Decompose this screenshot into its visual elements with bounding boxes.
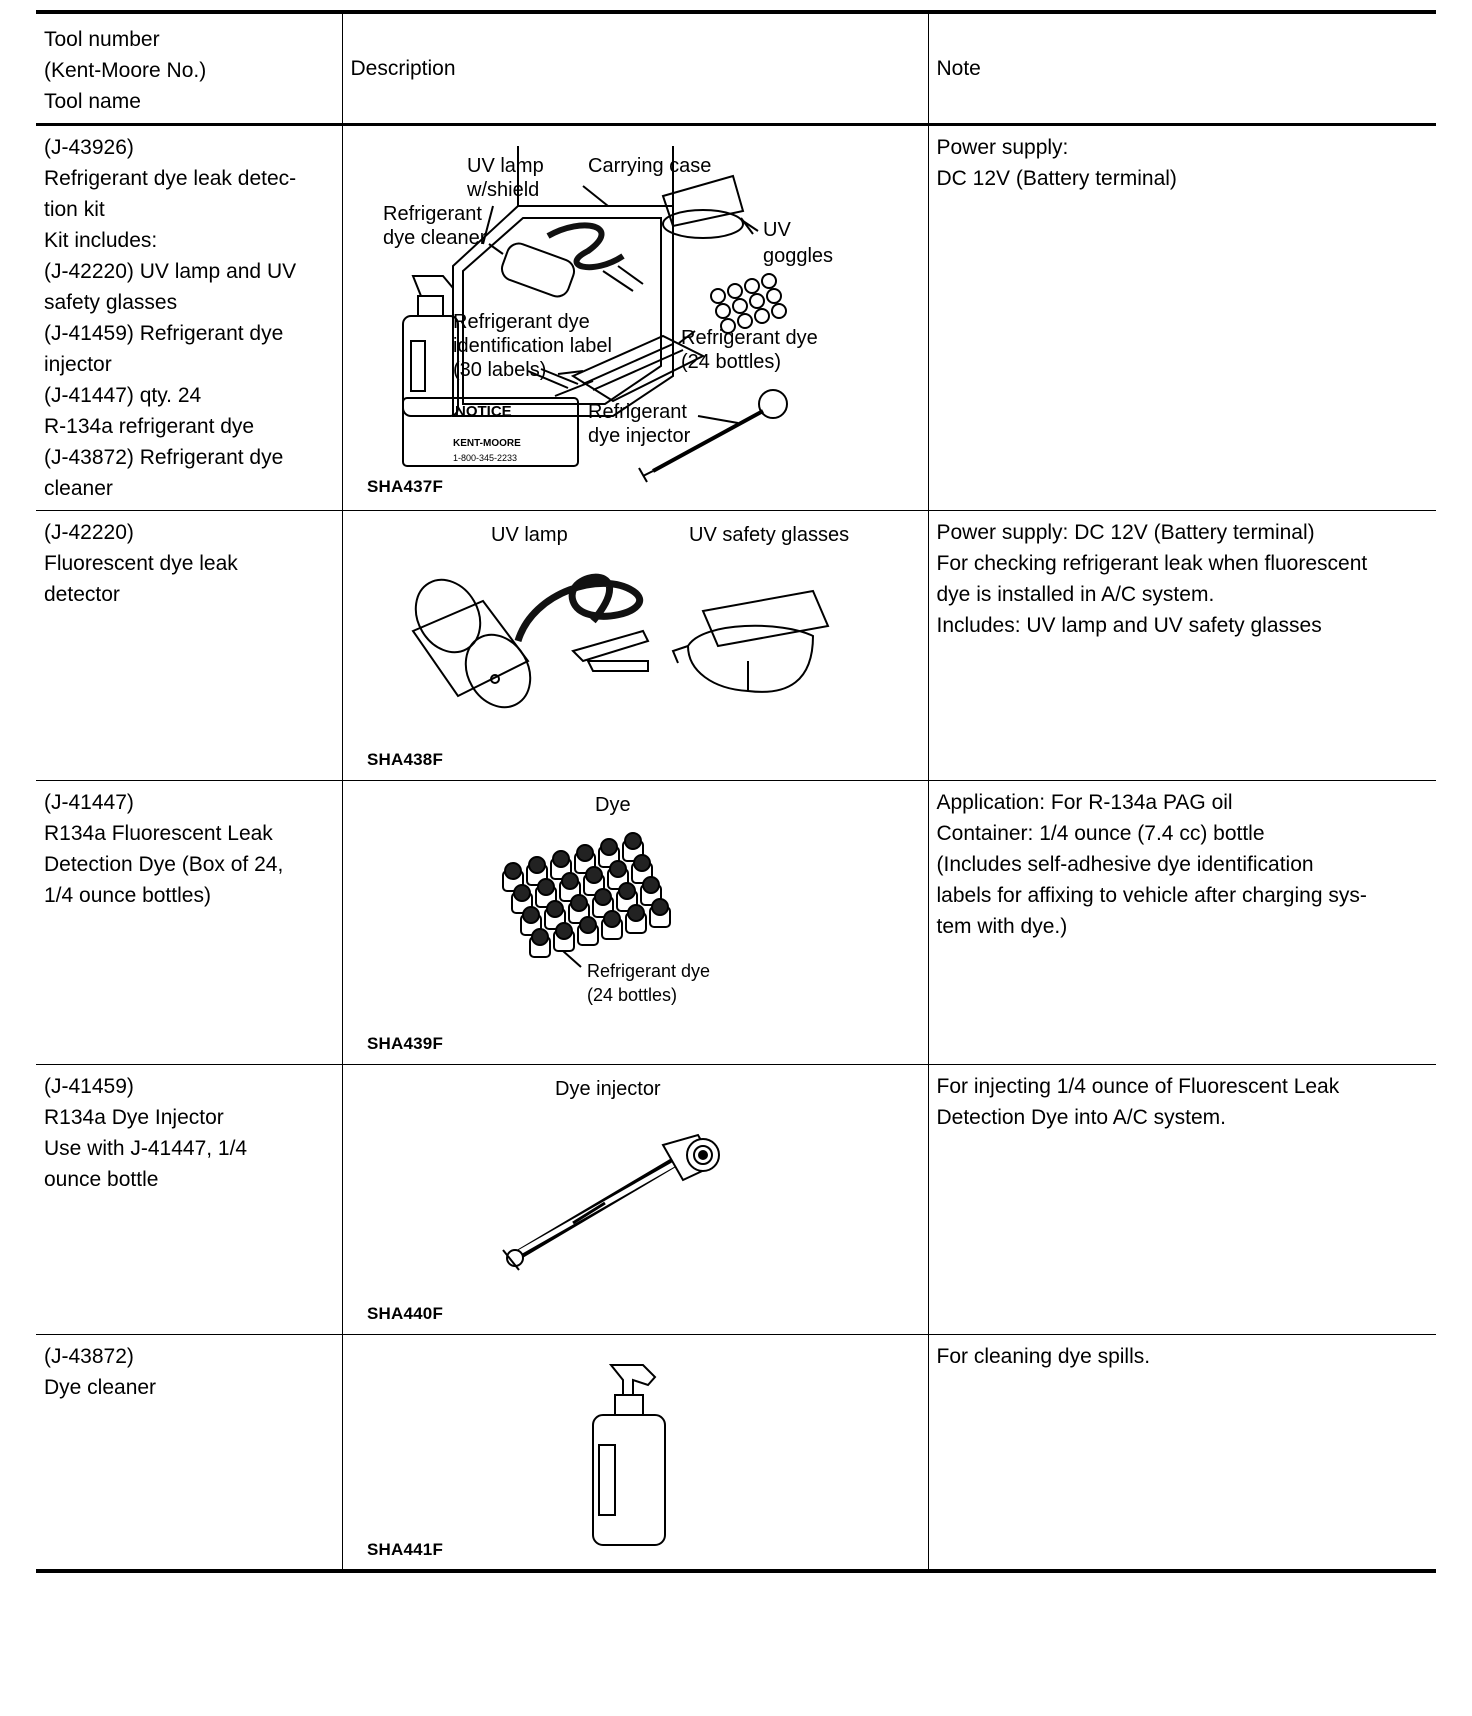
tool-line: (J-41447) (44, 791, 134, 814)
tool-line: safety glasses (44, 291, 178, 314)
tool-line: Fluorescent dye leak (44, 552, 238, 575)
kit-label: Refrigerant dye (452, 311, 590, 333)
table-row (36, 1335, 1436, 1571)
kit-label: dye cleaner (382, 227, 486, 249)
special-service-tools-table (36, 10, 1436, 1573)
note-line: Power supply: DC 12V (Battery terminal) (936, 521, 1315, 544)
notice-title: NOTICE (454, 403, 512, 420)
dye-label: Dye (594, 794, 631, 816)
dye-bottle-cap-icon (547, 901, 563, 917)
injector-label: Dye injector (554, 1078, 661, 1100)
figure-code: SHA440F (366, 1304, 443, 1323)
uv-glasses-label: UV safety glasses (688, 524, 849, 546)
note-cell (928, 125, 1436, 511)
note-line: Includes: UV lamp and UV safety glasses (936, 614, 1322, 637)
dye-cleaner-illustration (343, 1335, 929, 1567)
kit-label: (30 labels) (452, 359, 546, 381)
notice-phone: 1-800-345-2233 (452, 453, 517, 463)
tool-cell (36, 125, 342, 511)
dye-bottle-cap-icon (643, 877, 659, 893)
dye-bottle-cap-icon (604, 911, 620, 927)
dye-illustration (343, 781, 929, 1063)
tool-line: detector (44, 583, 120, 606)
tool-line: R134a Dye Injector (44, 1106, 224, 1129)
description-cell (342, 1065, 928, 1335)
dye-bottle-cap-icon (586, 867, 602, 883)
dye-injector-icon (503, 1135, 719, 1270)
description-cell (342, 1335, 928, 1571)
header-line: Tool number (44, 28, 160, 51)
injector-illustration (343, 1065, 929, 1333)
tool-line: (J-43926) (44, 136, 134, 159)
dye-bottle-cap-icon (625, 833, 641, 849)
note-line: For cleaning dye spills. (936, 1345, 1151, 1368)
uv-lamp-label: UV lamp (490, 524, 568, 546)
header-note: Note (928, 12, 1436, 125)
dye-bottle-cap-icon (532, 929, 548, 945)
kit-label: (24 bottles) (680, 351, 781, 373)
dye-bottle-cap-icon (610, 861, 626, 877)
tool-line: (J-43872) (44, 1345, 134, 1368)
tool-line: R-134a refrigerant dye (44, 415, 255, 438)
dye-bottle-cap-icon (601, 839, 617, 855)
kit-label: UV (762, 219, 791, 241)
dye-bottle-cap-icon (595, 889, 611, 905)
kit-label: Refrigerant (587, 401, 687, 423)
tool-line: (J-42220) (44, 521, 134, 544)
dye-bottles-icon (503, 833, 670, 957)
power-cord-icon (518, 577, 640, 641)
tool-line: ounce bottle (44, 1168, 159, 1191)
kit-label: dye injector (587, 425, 690, 447)
dye-bottle-cap-icon (514, 885, 530, 901)
tool-line: Dye cleaner (44, 1376, 157, 1399)
kit-label: Refrigerant (382, 203, 482, 225)
tool-line: R134a Fluorescent Leak (44, 822, 273, 845)
tool-cell (36, 511, 342, 781)
header-description: Description (342, 12, 928, 125)
table-row (36, 125, 1436, 511)
dye-bottle-cap-icon (652, 899, 668, 915)
tool-line: (J-42220) UV lamp and UV (44, 260, 297, 283)
dye-bottle-cap-icon (556, 923, 572, 939)
uv-lamp-icon (498, 240, 577, 300)
tool-line: Kit includes: (44, 229, 158, 252)
dye-bottle-cap-icon (538, 879, 554, 895)
note-line: Power supply: (936, 136, 1069, 159)
tool-cell (36, 1335, 342, 1571)
dye-bottle-cap-icon (571, 895, 587, 911)
note-line: Detection Dye into A/C system. (936, 1106, 1226, 1129)
note-line: dye is installed in A/C system. (936, 583, 1215, 606)
bottles-label: (24 bottles) (586, 985, 677, 1005)
header-tool-number (36, 12, 342, 125)
tool-line: (J-43872) Refrigerant dye (44, 446, 284, 469)
note-line: For injecting 1/4 ounce of Fluorescent Leak (936, 1075, 1340, 1098)
note-line: labels for affixing to vehicle after charging sys- (936, 884, 1367, 907)
figure-code: SHA437F (366, 477, 443, 496)
tool-cell (36, 1065, 342, 1335)
tool-line: Use with J-41447, 1/4 (44, 1137, 248, 1160)
tool-line: Detection Dye (Box of 24, (44, 853, 284, 876)
table-row (36, 781, 1436, 1065)
tool-line: tion kit (44, 198, 105, 221)
note-line: Container: 1/4 ounce (7.4 cc) bottle (936, 822, 1265, 845)
note-cell (928, 781, 1436, 1065)
description-cell (342, 781, 928, 1065)
dye-bottle-cap-icon (553, 851, 569, 867)
dye-bottle-cap-icon (505, 863, 521, 879)
note-line: tem with dye.) (936, 915, 1068, 938)
dye-bottle-cap-icon (577, 845, 593, 861)
dye-bottle-cap-icon (580, 917, 596, 933)
tool-line: (J-41447) qty. 24 (44, 384, 202, 407)
figure-code: SHA439F (366, 1034, 443, 1053)
dye-bottle-cap-icon (523, 907, 539, 923)
note-line: DC 12V (Battery terminal) (936, 167, 1177, 190)
table-row (36, 511, 1436, 781)
tool-line: (J-41459) (44, 1075, 134, 1098)
dye-bottle-cap-icon (529, 857, 545, 873)
figure-code: SHA441F (366, 1540, 443, 1559)
table-row (36, 1065, 1436, 1335)
note-line: Application: For R-134a PAG oil (936, 791, 1233, 814)
note-cell (928, 1065, 1436, 1335)
uv-safety-glasses-icon (673, 591, 828, 692)
kit-label: identification label (452, 335, 612, 357)
dye-bottles-icon (711, 274, 786, 333)
note-cell (928, 511, 1436, 781)
tool-line: (J-41459) Refrigerant dye (44, 322, 284, 345)
dye-bottle-cap-icon (634, 855, 650, 871)
note-line: (Includes self-adhesive dye identification (936, 853, 1314, 876)
kit-illustration (343, 126, 929, 506)
note-line: For checking refrigerant leak when fluorescent (936, 552, 1368, 575)
note-cell (928, 1335, 1436, 1571)
kit-label: Refrigerant dye (680, 327, 818, 349)
description-cell (342, 125, 928, 511)
notice-brand: KENT-MOORE (452, 438, 521, 449)
kit-label: w/shield (466, 179, 539, 201)
detector-illustration (343, 511, 929, 779)
tool-cell (36, 781, 342, 1065)
header-line: Tool name (44, 90, 141, 113)
figure-code: SHA438F (366, 750, 443, 769)
tool-line: 1/4 ounce bottles) (44, 884, 211, 907)
uv-goggles-icon (663, 176, 743, 226)
table-header-row (36, 12, 1436, 125)
dye-bottle-cap-icon (562, 873, 578, 889)
spray-bottle-icon (593, 1365, 665, 1545)
battery-clips-icon (573, 631, 648, 671)
uv-lamp-icon (403, 568, 543, 719)
kit-label: goggles (762, 245, 833, 267)
kit-label: UV lamp (466, 155, 544, 177)
dye-bottle-cap-icon (619, 883, 635, 899)
tool-line: injector (44, 353, 112, 376)
tool-line: Refrigerant dye leak detec- (44, 167, 297, 190)
bottles-label: Refrigerant dye (586, 961, 710, 981)
header-line: (Kent-Moore No.) (44, 59, 207, 82)
tool-line: cleaner (44, 477, 113, 500)
dye-bottle-cap-icon (628, 905, 644, 921)
description-cell (342, 511, 928, 781)
kit-label: Carrying case (587, 155, 711, 177)
